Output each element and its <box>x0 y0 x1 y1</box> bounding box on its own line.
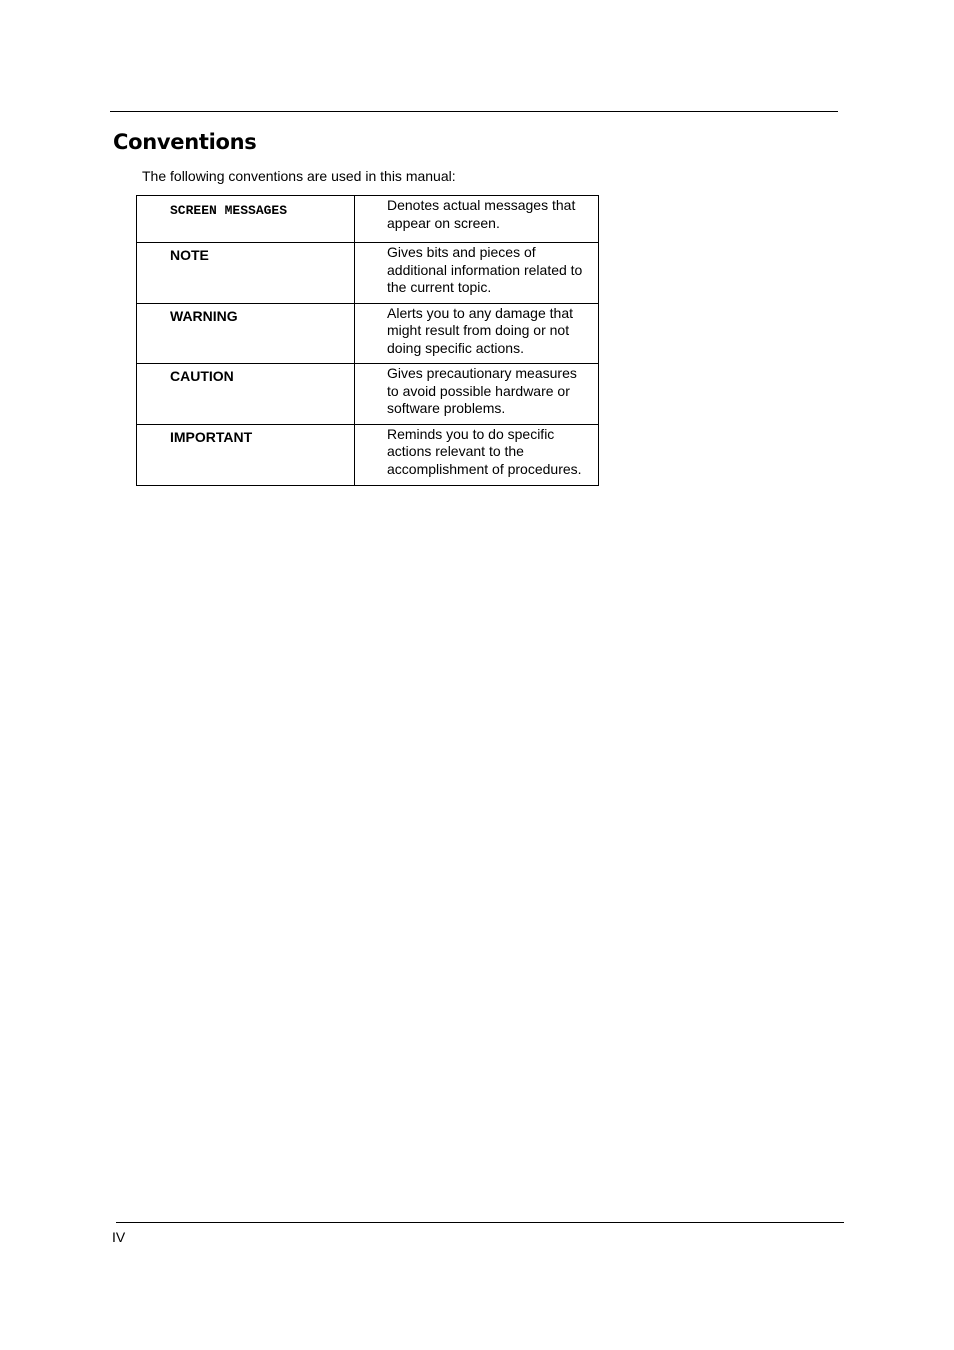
table-row <box>137 424 599 485</box>
table-row <box>137 303 599 364</box>
term-caution: CAUTION <box>170 368 234 384</box>
description-cell: Gives bits and pieces of additional information related to the current topic. <box>355 243 599 304</box>
term-cell <box>137 364 355 425</box>
description-cell: Denotes actual messages that appear on screen. <box>355 196 599 243</box>
table-row <box>137 243 599 304</box>
term-important: IMPORTANT <box>170 428 253 445</box>
description-cell: Alerts you to any damage that might result from doing or not doing specific actions. <box>355 303 599 364</box>
term-cell <box>137 424 355 485</box>
description-cell: Reminds you to do specific actions relevant to the accomplishment of procedures. <box>355 424 599 485</box>
table-row <box>137 364 599 425</box>
term-warning: WARNING <box>170 307 238 324</box>
term-cell <box>137 303 355 364</box>
page-number: IV <box>112 1229 126 1245</box>
description-cell: Gives precautionary measures to avoid possible hardware or software problems. <box>355 364 599 425</box>
intro-text: The following conventions are used in this manual: <box>142 168 456 184</box>
table-row <box>137 196 599 243</box>
term-screen-messages: SCREEN MESSAGES <box>170 203 288 218</box>
conventions-table <box>136 195 599 486</box>
footer-rule <box>116 1222 844 1223</box>
term-cell <box>137 196 355 243</box>
term-note: NOTE <box>170 247 209 263</box>
header-rule <box>110 111 838 112</box>
page-title: Conventions <box>113 130 257 154</box>
term-cell <box>137 243 355 304</box>
